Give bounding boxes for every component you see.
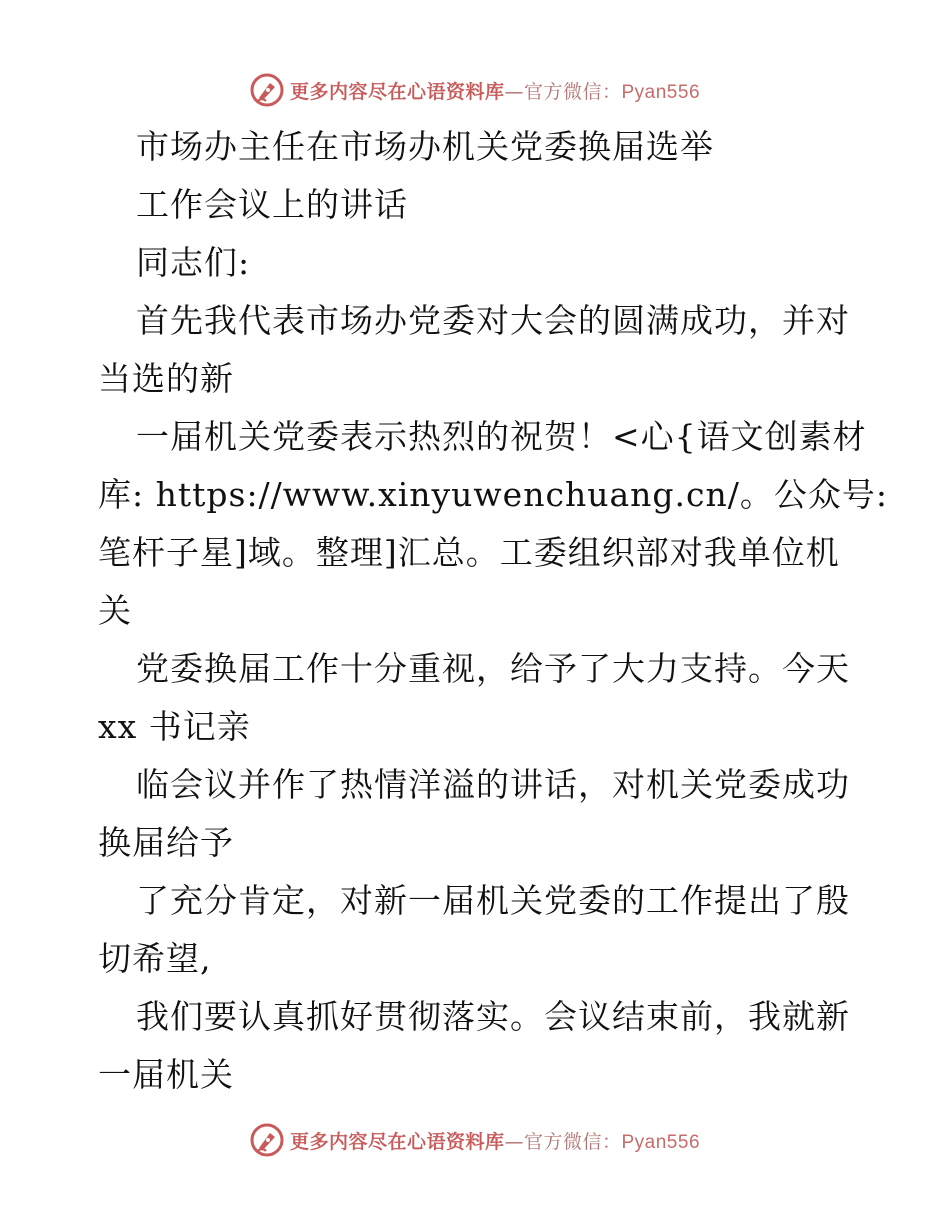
watermark-wechat-id: Pyan556 [621, 81, 701, 103]
document-line: 关 [98, 591, 132, 630]
document-line: 工作会议上的讲话 [136, 185, 408, 224]
watermark-text [290, 1127, 700, 1154]
document-line: 临会议并作了热情洋溢的讲话，对机关党委成功 [136, 765, 850, 804]
document-line: 党委换届工作十分重视，给予了大力支持。今天 [136, 649, 850, 688]
document-line: 一届机关党委表示热烈的祝贺！<心{语文创素材 [136, 417, 867, 456]
document-line: 换届给予 [98, 823, 234, 862]
watermark-footer [0, 1120, 950, 1160]
watermark-text [290, 77, 700, 104]
watermark-wechat-id: Pyan556 [621, 1131, 701, 1153]
pen-nib-logo-icon [250, 1123, 284, 1157]
watermark-sub-text: 官方微信： [523, 1130, 622, 1153]
watermark-separator: — [504, 80, 524, 103]
document-line: 我们要认真抓好贯彻落实。会议结束前，我就新 [136, 997, 850, 1036]
document-body [98, 118, 888, 1104]
document-line: 库: https://www.xinyuwenchuang.cn/。公众号: [98, 475, 888, 514]
watermark-sub-text: 官方微信： [523, 80, 622, 103]
document-line: 市场办主任在市场办机关党委换届选举 [136, 127, 714, 166]
document-line: 一届机关 [98, 1055, 234, 1094]
document-line: 首先我代表市场办党委对大会的圆满成功，并对 [136, 301, 850, 340]
document-line: 同志们: [136, 243, 251, 282]
document-line: xx 书记亲 [98, 707, 251, 746]
document-line: 当选的新 [98, 359, 234, 398]
watermark-header [0, 70, 950, 110]
pen-nib-logo-icon [250, 73, 284, 107]
document-line: 笔杆子星]域。整理]汇总。工委组织部对我单位机 [98, 533, 840, 572]
document-line: 了充分肯定，对新一届机关党委的工作提出了殷 [136, 881, 850, 920]
document-line: 切希望, [98, 939, 212, 978]
watermark-separator: — [504, 1130, 524, 1153]
watermark-main-text: 更多内容尽在心语资料库 [289, 1130, 505, 1153]
watermark-main-text: 更多内容尽在心语资料库 [289, 80, 505, 103]
